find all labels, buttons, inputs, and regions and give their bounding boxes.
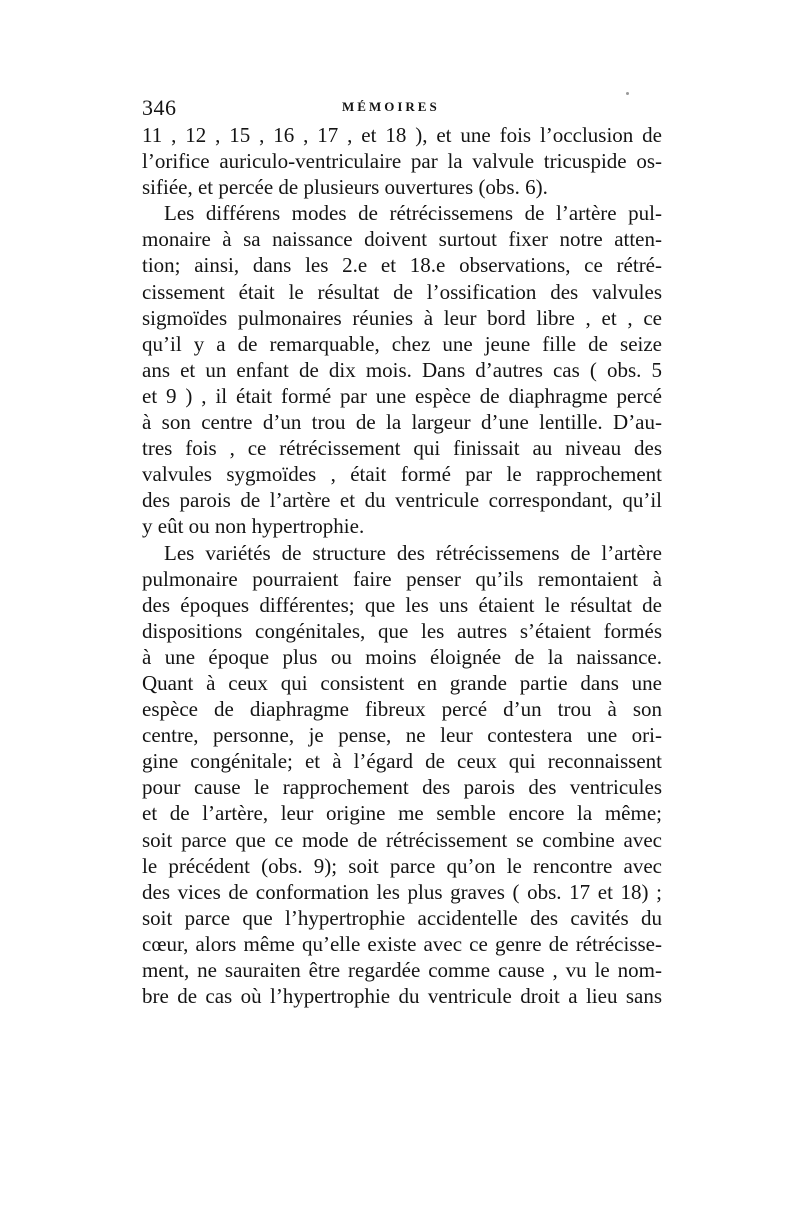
text-line: tres fois , ce rétrécissement qui finissait au niveau des [142,436,662,461]
paragraph-start-line: Les variétés de structure des rétrécissemens de l’artère [164,540,662,565]
text-line: sifiée, et percée de plusieurs ouvertures (obs. 6). [142,175,548,200]
text-line: à son centre d’un trou de la largeur d’une lentille. D’au- [142,410,662,435]
text-line: espèce de diaphragme fibreux percé d’un trou à son [142,697,662,722]
text-line: centre, personne, je pense, ne leur contestera une ori- [142,723,662,748]
page-header [142,95,662,125]
text-line: Quant à ceux qui consistent en grande partie dans une [142,670,662,695]
text-line: ans et un enfant de dix mois. Dans d’autres cas ( obs. 5 [142,357,662,382]
text-line: pour cause le rapprochement des parois des ventricules [142,775,662,800]
text-line: l’orifice auriculo-ventriculaire par la valvule tricuspide os- [142,149,662,174]
text-line: le précédent (obs. 9); soit parce qu’on le rencontre avec [142,853,662,878]
text-line: sigmoïdes pulmonaires réunies à leur bord libre , et , ce [142,305,662,330]
text-line: monaire à sa naissance doivent surtout fixer notre atten- [142,227,662,252]
text-line: bre de cas où l’hypertrophie du ventricule droit a lieu sans [142,984,662,1009]
text-line: dispositions congénitales, que les autres s’étaient formés [142,618,662,643]
text-line: pulmonaire pourraient faire penser qu’ils remontaient à [142,566,662,591]
text-line: soit parce que ce mode de rétrécissement se combine avec [142,827,662,852]
text-line: ment, ne sauraiten être regardée comme cause , vu le nom- [142,958,662,982]
text-line: qu’il y a de remarquable, chez une jeune fille de seize [142,331,662,356]
text-line: des vices de conformation les plus graves ( obs. 17 et 18) ; [142,879,662,904]
text-line: valvules sygmoïdes , était formé par le rapprochement [142,462,662,487]
text-line: des époques différentes; que les uns étaient le résultat de [142,592,662,617]
body-text [142,122,662,1009]
text-line: des parois de l’artère et du ventricule correspondant, qu’il [142,488,662,513]
paragraph-start-line: Les différens modes de rétrécissemens de l’artère pul- [164,201,662,226]
text-line: à une époque plus ou moins éloignée de la naissance. [142,644,662,669]
text-line: soit parce que l’hypertrophie accidentelle des cavités du [142,905,662,930]
text-line: tion; ainsi, dans les 2.e et 18.e observations, ce rétré- [142,253,662,278]
text-line: cœur, alors même qu’elle existe avec ce genre de rétrécisse- [142,931,662,956]
text-line: gine congénitale; et à l’égard de ceux qui reconnaissent [142,749,662,774]
text-line: y eût ou non hypertrophie. [142,514,365,539]
text-line: et 9 ) , il était formé par une espèce de diaphragme percé [142,383,662,408]
text-line: et de l’artère, leur origine me semble encore la même; [142,801,662,826]
page-number: 346 [142,95,177,120]
text-line: cissement était le résultat de l’ossification des valvules [142,279,662,304]
running-head: MÉMOIRES [342,99,440,114]
text-line: 11 , 12 , 15 , 16 , 17 , et 18 ), et une fois l’occlusion de [142,123,662,147]
